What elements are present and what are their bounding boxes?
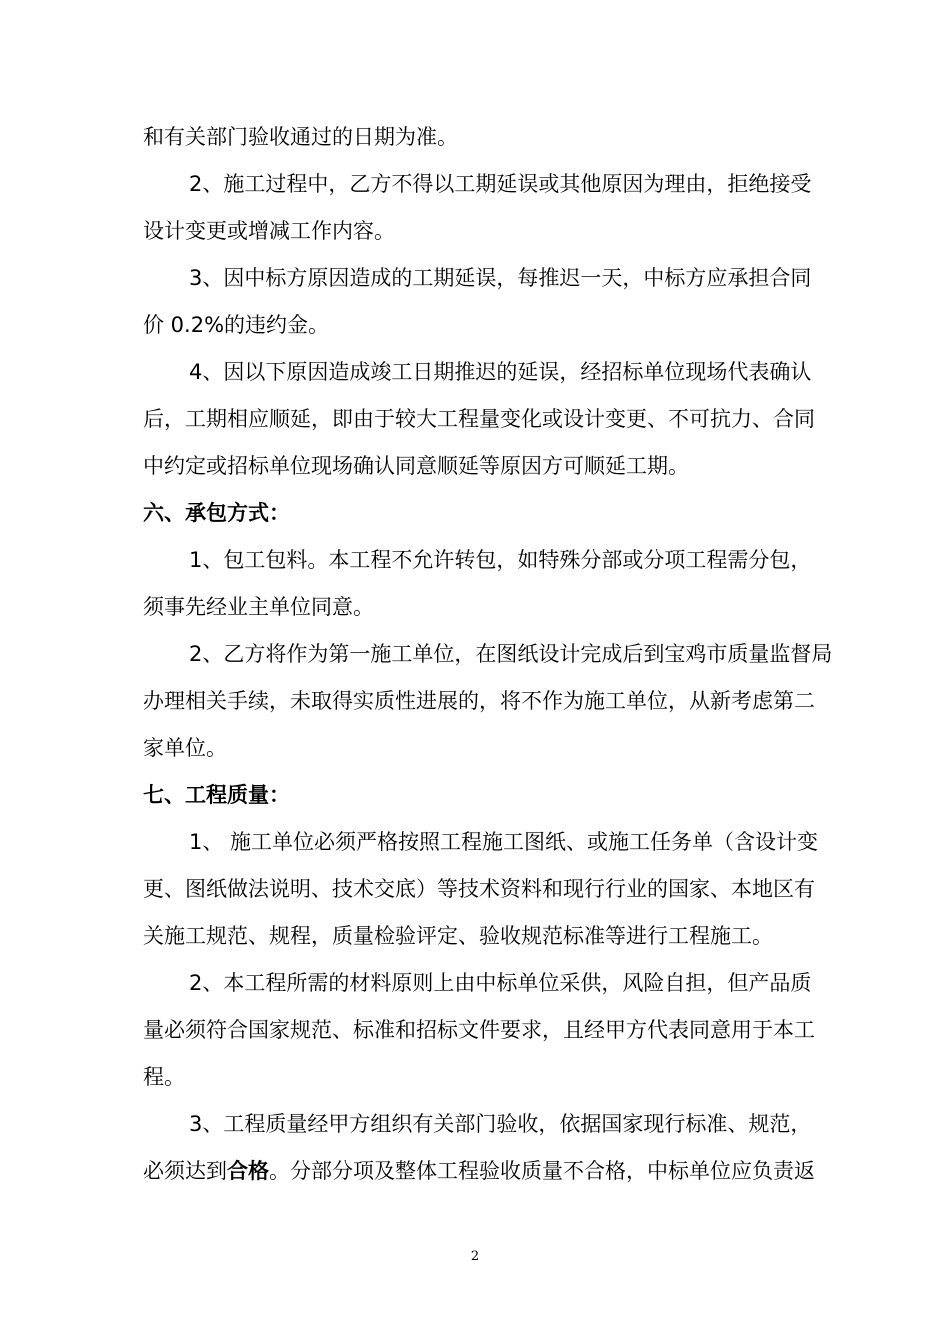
section-heading: 七、工程质量：	[143, 783, 290, 807]
paragraph-line: 4、因以下原因造成竣工日期推迟的延误，经招标单位现场代表确认	[189, 360, 812, 384]
paragraph-line: 中约定或招标单位现场确认同意顺延等原因方可顺延工期。	[143, 454, 689, 478]
paragraph-line: 量必须符合国家规范、标准和招标文件要求，且经甲方代表同意用于本工	[143, 1018, 815, 1042]
text-run: 必须达到	[143, 1159, 227, 1183]
document-body	[143, 114, 863, 1195]
paragraph-line: 1、包工包料。本工程不允许转包，如特殊分部或分项工程需分包，	[189, 548, 812, 572]
page-number: 2	[470, 1249, 480, 1264]
paragraph-line: 办理相关手续，未取得实质性进展的，将不作为施工单位，从新考虑第二	[143, 689, 815, 713]
paragraph-line: 2、乙方将作为第一施工单位，在图纸设计完成后到宝鸡市质量监督局	[189, 642, 833, 666]
paragraph-line	[143, 1148, 863, 1195]
paragraph-line: 3、因中标方原因造成的工期延误，每推迟一天，中标方应承担合同	[189, 266, 812, 290]
paragraph-line: 2、本工程所需的材料原则上由中标单位采供，风险自担，但产品质	[189, 971, 812, 995]
paragraph-line: 程。	[143, 1065, 185, 1089]
paragraph-line: 设计变更或增减工作内容。	[143, 219, 395, 243]
paragraph-line: 后，工期相应顺延，即由于较大工程量变化或设计变更、不可抗力、合同	[143, 407, 815, 431]
paragraph-line: 关施工规范、规程，质量检验评定、验收规范标准等进行工程施工。	[143, 924, 773, 948]
section-heading: 六、承包方式：	[143, 501, 290, 525]
paragraph-line: 1、 施工单位必须严格按照工程施工图纸、或施工任务单（含设计变	[189, 830, 819, 854]
paragraph-line: 更、图纸做法说明、技术交底）等技术资料和现行行业的国家、本地区有	[143, 877, 815, 901]
paragraph-line: 和有关部门验收通过的日期为准。	[143, 125, 458, 149]
paragraph-line: 家单位。	[143, 736, 227, 760]
text-run: 。分部分项及整体工程验收质量不合格，中标单位应负责返	[269, 1159, 815, 1183]
paragraph-line: 须事先经业主单位同意。	[143, 595, 374, 619]
paragraph-line: 价 0.2%的违约金。	[143, 313, 330, 337]
paragraph-line: 2、施工过程中，乙方不得以工期延误或其他原因为理由，拒绝接受	[189, 172, 812, 196]
emphasis-text: 合格	[227, 1159, 269, 1183]
paragraph-line: 3、工程质量经甲方组织有关部门验收，依据国家现行标准、规范，	[189, 1112, 812, 1136]
